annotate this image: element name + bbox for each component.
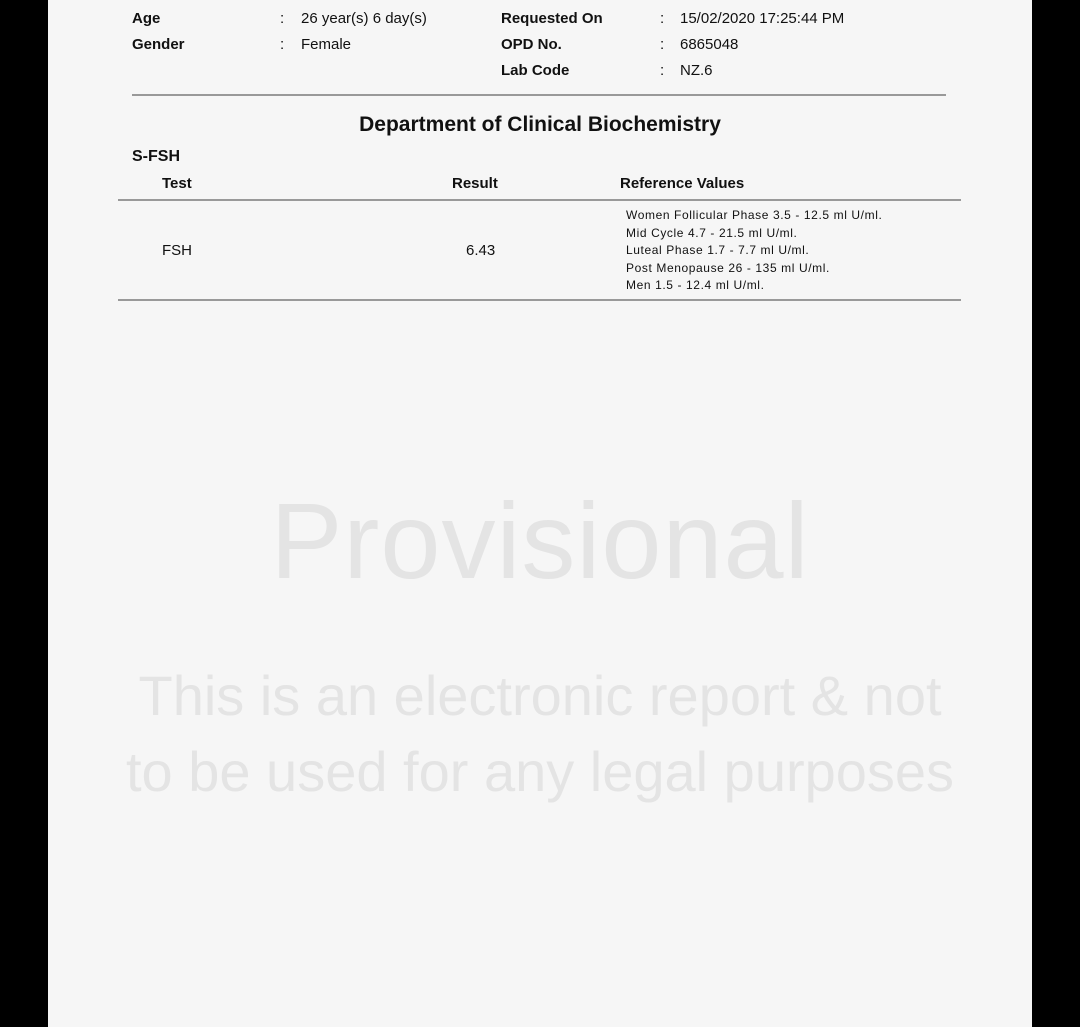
disclaimer-line: This is an electronic report & not [138,664,942,727]
disclaimer-line: to be used for any legal purposes [125,740,955,803]
requested-on-colon: : [660,10,665,27]
reference-line: Post Menopause 26 - 135 ml U/ml. [626,260,830,275]
cell-test: FSH [162,242,192,259]
reference-line: Mid Cycle 4.7 - 21.5 ml U/ml. [626,225,798,240]
column-header-result: Result [452,175,498,192]
reference-line: Men 1.5 - 12.4 ml U/ml. [626,278,765,292]
gender-colon: : [280,36,285,53]
age-colon: : [280,10,285,27]
gender-label: Gender [132,36,185,53]
table-header-divider [118,199,961,201]
cell-result: 6.43 [466,242,496,259]
opd-no-label: OPD No. [501,36,562,53]
column-header-test: Test [162,175,192,192]
report-page [48,0,1032,1027]
reference-line: Luteal Phase 1.7 - 7.7 ml U/ml. [626,243,810,257]
age-value: 26 year(s) 6 day(s) [301,10,427,27]
opd-no-colon: : [660,36,665,53]
header-divider [132,94,946,96]
disclaimer-watermark [48,658,1032,810]
column-header-reference: Reference Values [620,175,745,192]
lab-code-label: Lab Code [501,62,570,79]
lab-code-colon: : [660,62,665,79]
lab-code-value: NZ.6 [680,62,713,79]
table-bottom-divider [118,299,961,301]
opd-no-value: 6865048 [680,36,739,53]
provisional-watermark: Provisional [270,480,810,601]
age-label: Age [132,10,161,27]
requested-on-label: Requested On [501,10,603,27]
section-title: S-FSH [132,148,180,165]
gender-value: Female [301,36,352,53]
reference-line: Women Follicular Phase 3.5 - 12.5 ml U/ml. [626,208,883,222]
department-title: Department of Clinical Biochemistry [359,113,721,136]
cell-reference-values [626,207,882,295]
requested-on-value: 15/02/2020 17:25:44 PM [680,10,845,27]
